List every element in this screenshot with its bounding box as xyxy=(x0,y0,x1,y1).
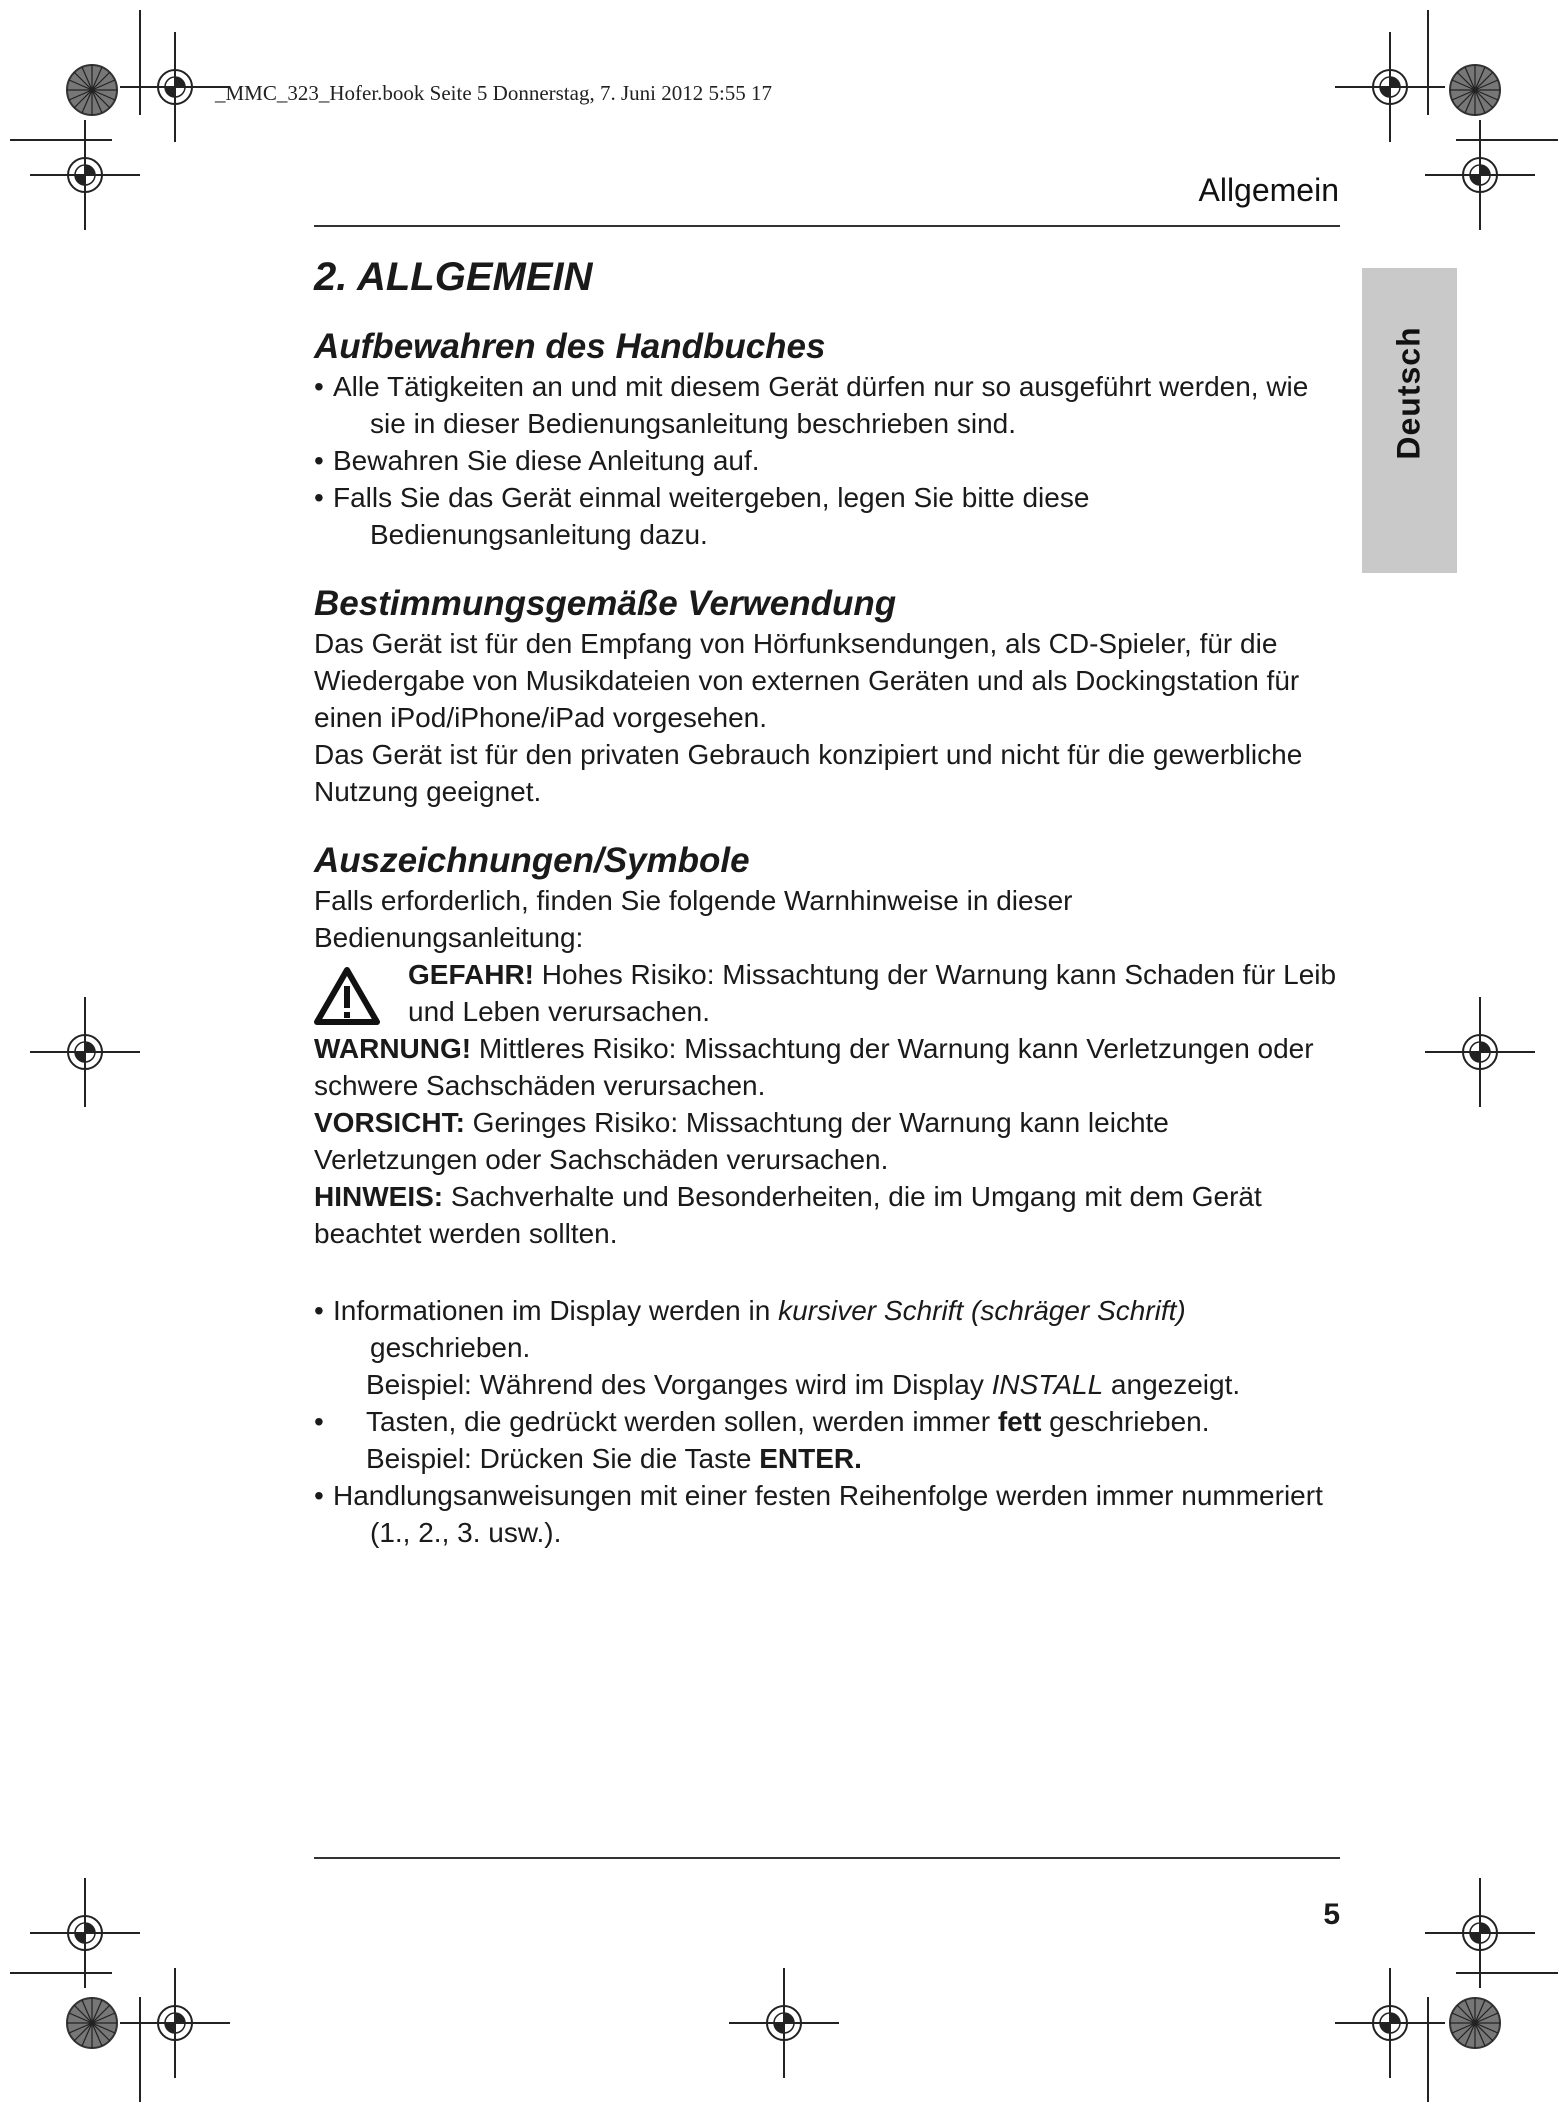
chapter-title: 2. ALLGEMEIN xyxy=(314,255,593,299)
running-header: Allgemein xyxy=(1198,172,1339,208)
section-title: Aufbewahren des Handbuches xyxy=(314,327,826,366)
danger-note: GEFAHR! Hohes Risiko: Missachtung der Warnung kann Schaden für Leib und Leben verursachen. xyxy=(314,956,1340,1030)
example-line: Beispiel: Während des Vorganges wird im Display INSTALL angezeigt. xyxy=(366,1369,1241,1400)
caution-label: VORSICHT: xyxy=(314,1107,465,1138)
crop-mark-icon xyxy=(30,997,140,1107)
conventions-list xyxy=(314,1292,1340,1551)
hint-note: HINWEIS: Sachverhalte und Besonderheiten, die im Umgang mit dem Gerät beachtet werden sollten. xyxy=(314,1181,1262,1249)
registration-target-icon xyxy=(67,1998,117,2048)
language-tab-label: Deutsch xyxy=(1390,326,1427,460)
danger-label: GEFAHR! xyxy=(408,959,534,990)
list-item: • Alle Tätigkeiten an und mit diesem Gerät dürfen nur so ausgeführt werden, wie sie in dieser Bedienungsanleitung beschrieben sind. xyxy=(314,371,1309,439)
registration-target-icon xyxy=(67,65,117,115)
crop-mark-icon xyxy=(30,120,140,230)
header-rule xyxy=(314,225,1340,227)
paragraph: Das Gerät ist für den Empfang von Hörfunksendungen, als CD-Spieler, für die Wiedergabe von Musikdateien von externen Geräten und als Dockingstation für einen iPod/iPhone/iPad vorgesehen. xyxy=(314,628,1300,733)
crop-mark-icon xyxy=(1425,997,1535,1107)
warning-label: WARNUNG! xyxy=(314,1033,472,1064)
list-item: • Handlungsanweisungen mit einer festen Reihenfolge werden immer nummeriert (1., 2., 3. usw.). xyxy=(314,1480,1323,1548)
hint-label: HINWEIS: xyxy=(314,1181,444,1212)
list-item: • Falls Sie das Gerät einmal weitergeben, legen Sie bitte diese Bedienungsanleitung dazu. xyxy=(314,482,1090,550)
crop-mark-icon xyxy=(729,1968,839,2078)
crop-mark-icon xyxy=(120,1968,230,2078)
example-line: Beispiel: Drücken Sie die Taste ENTER. xyxy=(366,1443,862,1474)
footer-rule xyxy=(314,1857,1340,1859)
section-title: Bestimmungsgemäße Verwendung xyxy=(314,584,897,623)
paragraph: Das Gerät ist für den privaten Gebrauch konzipiert und nicht für die gewerbliche Nutzung geeignet. xyxy=(314,739,1303,807)
section-title: Auszeichnungen/Symbole xyxy=(314,841,750,880)
list-item: • Tasten, die gedrückt werden sollen, werden immer fett geschrieben. xyxy=(314,1406,1210,1437)
crop-mark-icon xyxy=(30,1878,140,1988)
list-item: • Bewahren Sie diese Anleitung auf. xyxy=(314,445,760,476)
section-symbols xyxy=(314,840,1340,1252)
section-intended-use xyxy=(314,583,1340,810)
registration-target-icon xyxy=(1450,65,1500,115)
page-number: 5 xyxy=(1323,1898,1340,1931)
crop-mark-icon xyxy=(120,32,230,142)
warning-triangle-icon xyxy=(314,966,380,1026)
page-content xyxy=(314,252,1340,1551)
crop-mark-icon xyxy=(1425,1878,1535,1988)
warning-note: WARNUNG! Mittleres Risiko: Missachtung der Warnung kann Verletzungen oder schwere Sachschäden verursachen. xyxy=(314,1033,1314,1101)
registration-target-icon xyxy=(1450,1998,1500,2048)
caution-note: VORSICHT: Geringes Risiko: Missachtung der Warnung kann leichte Verletzungen oder Sachschäden verursachen. xyxy=(314,1107,1169,1175)
section-storage xyxy=(314,326,1340,553)
paragraph: Falls erforderlich, finden Sie folgende Warnhinweise in dieser Bedienungsanleitung: xyxy=(314,885,1073,953)
print-info-line: _MMC_323_Hofer.book Seite 5 Donnerstag, 7. Juni 2012 5:55 17 xyxy=(215,81,773,105)
crop-mark-icon xyxy=(1425,120,1535,230)
list-item: • Informationen im Display werden in kursiver Schrift (schräger Schrift) geschrieben. xyxy=(314,1295,1186,1363)
